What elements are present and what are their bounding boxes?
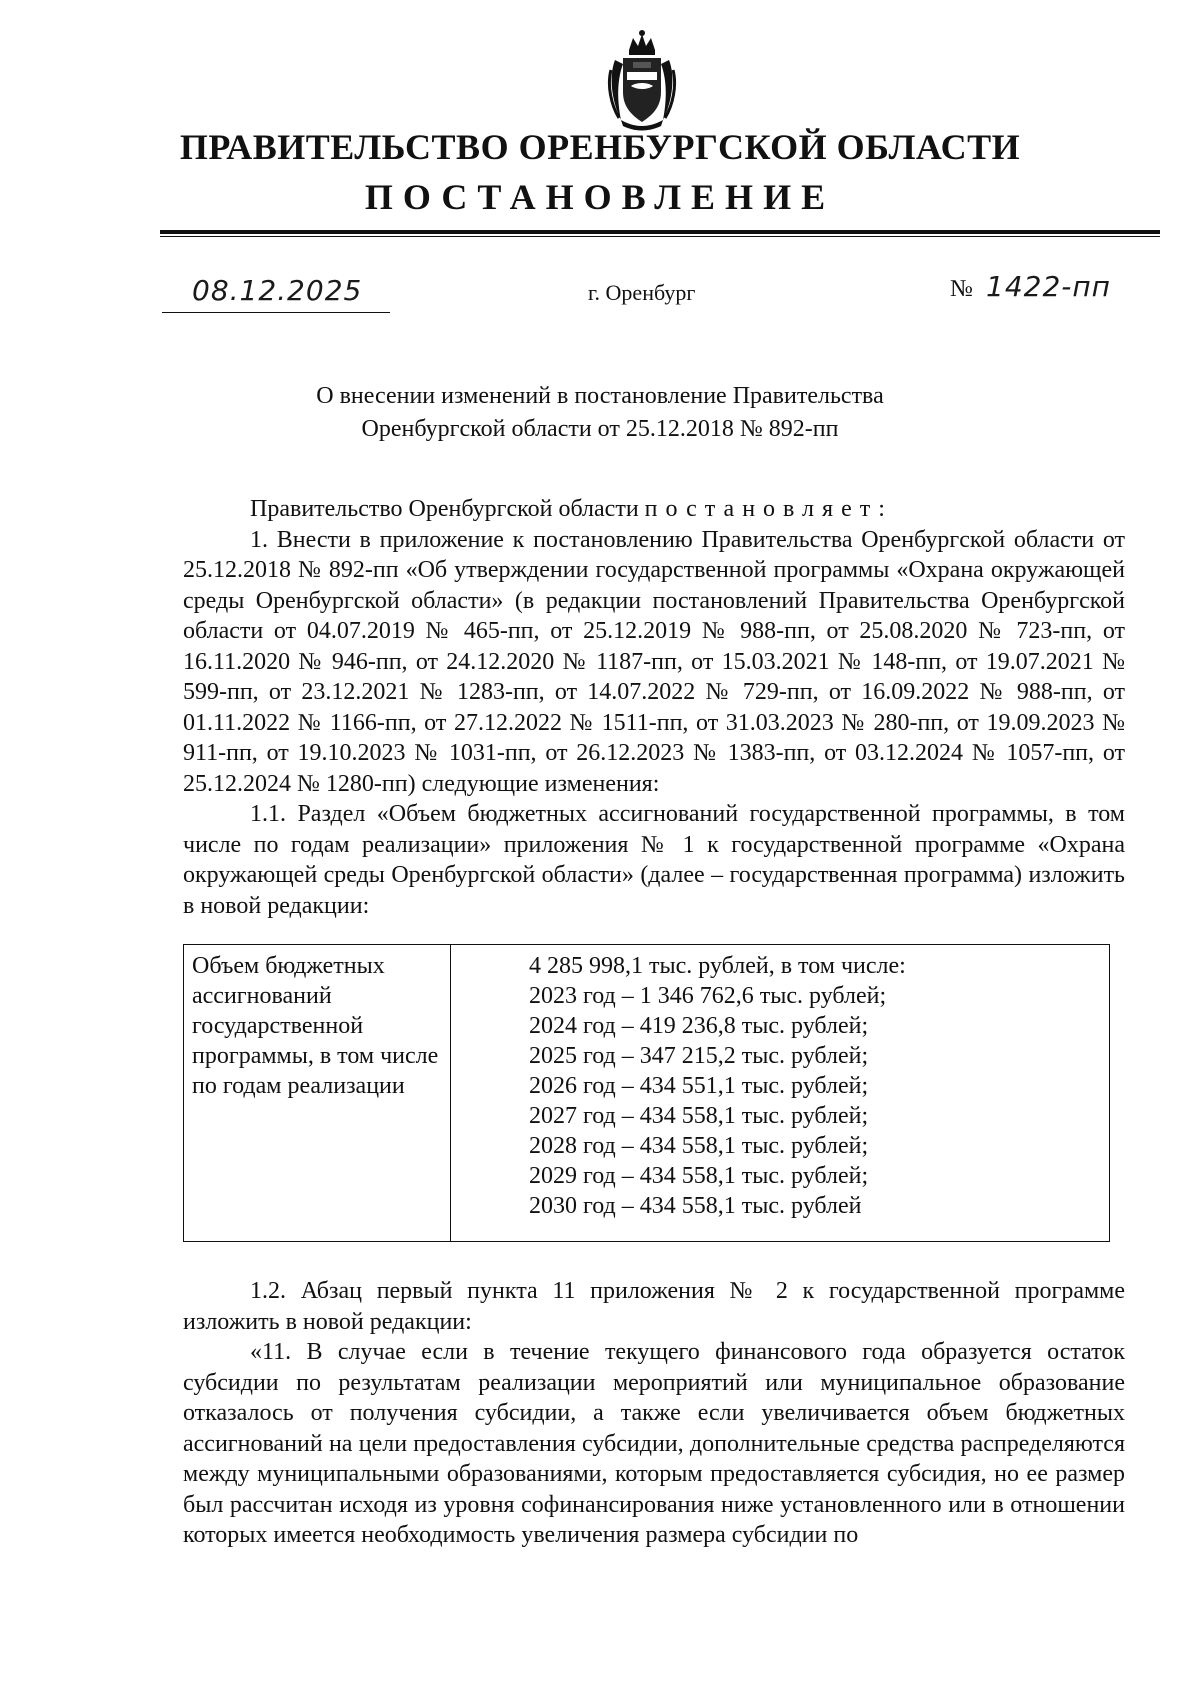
budget-year-2025: 2025 год – 347 215,2 тыс. рублей; xyxy=(529,1043,869,1069)
document-subject xyxy=(0,380,1200,446)
budget-year-2028: 2028 год – 434 558,1 тыс. рублей; xyxy=(529,1133,869,1159)
preamble-text: Правительство Оренбургской области xyxy=(250,496,645,522)
paragraph-11: «11. В случае если в течение текущего финансового года образуется остаток субсидии по результатам реализации мероприятий или муниципальное образование отказалось от получения субсидии, а также если увеличивается объем бюджетных ассигнований на цели предоставления субсидии, дополнительные средства распределяются между муниципальными образованиями, которым предоставляется субсидия, но ее размер был рассчитан исходя из уровня софинансирования ниже установленного или в отношении которых имеется необходимость увеличения размера субсидии по xyxy=(183,1339,1125,1548)
subject-line-2: Оренбургской области от 25.12.2018 № 892-пп xyxy=(361,416,839,442)
table-row xyxy=(184,945,1110,1242)
budget-year-2023: 2023 год – 1 346 762,6 тыс. рублей; xyxy=(529,983,887,1009)
budget-total: 4 285 998,1 тыс. рублей, в том числе: xyxy=(529,953,906,979)
coat-of-arms-emblem xyxy=(607,30,677,132)
table-values-cell xyxy=(451,945,1110,1242)
header-divider-thin xyxy=(160,236,1160,237)
city-name: г. Оренбург xyxy=(588,280,696,305)
paragraph-1-1: 1.1. Раздел «Объем бюджетных ассигнований государственной программы, в том числе по годам реализации» приложения № 1 к государственной программе «Охрана окружающей среды Оренбургской области» (далее – государственная программа) изложить в новой редакции: xyxy=(183,801,1125,919)
paragraph-1-2: 1.2. Абзац первый пункта 11 приложения № 2 к государственной программе изложить в новой редакции: xyxy=(183,1278,1125,1335)
budget-year-2024: 2024 год – 419 236,8 тыс. рублей; xyxy=(529,1013,869,1039)
handwritten-date: 08.12.2025 xyxy=(192,274,363,307)
body-upper xyxy=(183,494,1125,921)
budget-table xyxy=(183,944,1110,1242)
number-label: № xyxy=(950,276,973,302)
preamble-decides: постановляет: xyxy=(644,496,893,522)
body-lower xyxy=(183,1276,1125,1551)
handwritten-number: 1422-пп xyxy=(986,270,1111,303)
government-title: ПРАВИТЕЛЬСТВО ОРЕНБУРГСКОЙ ОБЛАСТИ xyxy=(179,127,1021,167)
paragraph-1: 1. Внести в приложение к постановлению Правительства Оренбургской области от 25.12.2018 № 892-пп «Об утверждении государственной программы «Охрана окружающей среды Оренбургской области» (в редакции постановлений Правительства Оренбургской области от 04.07.2019 № 465-пп, от 25.12.2019 № 988-пп, от 25.08.2020 № 723-пп, от 16.11.2020 № 946-пп, от 24.12.2020 № 1187-пп, от 15.03.2021 № 148-пп, от 19.07.2021 № 599-пп, от 23.12.2021 № 1283-пп, от 14.07.2022 № 729-пп, от 16.09.2022 № 988-пп, от 01.11.2022 № 1166-пп, от 27.12.2022 № 1511-пп, от 31.03.2023 № 280-пп, от 19.09.2023 № 911-пп, от 19.10.2023 № 1031-пп, от 26.12.2023 № 1383-пп, от 03.12.2024 № 1057-пп, от 25.12.2024 № 1280-пп) следующие изменения: xyxy=(183,526,1125,797)
table-label-cell: Объем бюджетных ассигнований государственной программы, в том числе по годам реализации xyxy=(184,945,451,1242)
budget-year-2030: 2030 год – 434 558,1 тыс. рублей xyxy=(529,1193,862,1219)
budget-year-2027: 2027 год – 434 558,1 тыс. рублей; xyxy=(529,1103,869,1129)
date-field xyxy=(162,272,390,313)
preamble xyxy=(183,494,1125,525)
document-type-title: ПОСТАНОВЛЕНИЕ xyxy=(364,177,836,217)
budget-year-2026: 2026 год – 434 551,1 тыс. рублей; xyxy=(529,1073,869,1099)
subject-line-1: О внесении изменений в постановление Правительства xyxy=(316,383,884,409)
budget-year-2029: 2029 год – 434 558,1 тыс. рублей; xyxy=(529,1163,869,1189)
header-divider-thick xyxy=(160,230,1160,234)
